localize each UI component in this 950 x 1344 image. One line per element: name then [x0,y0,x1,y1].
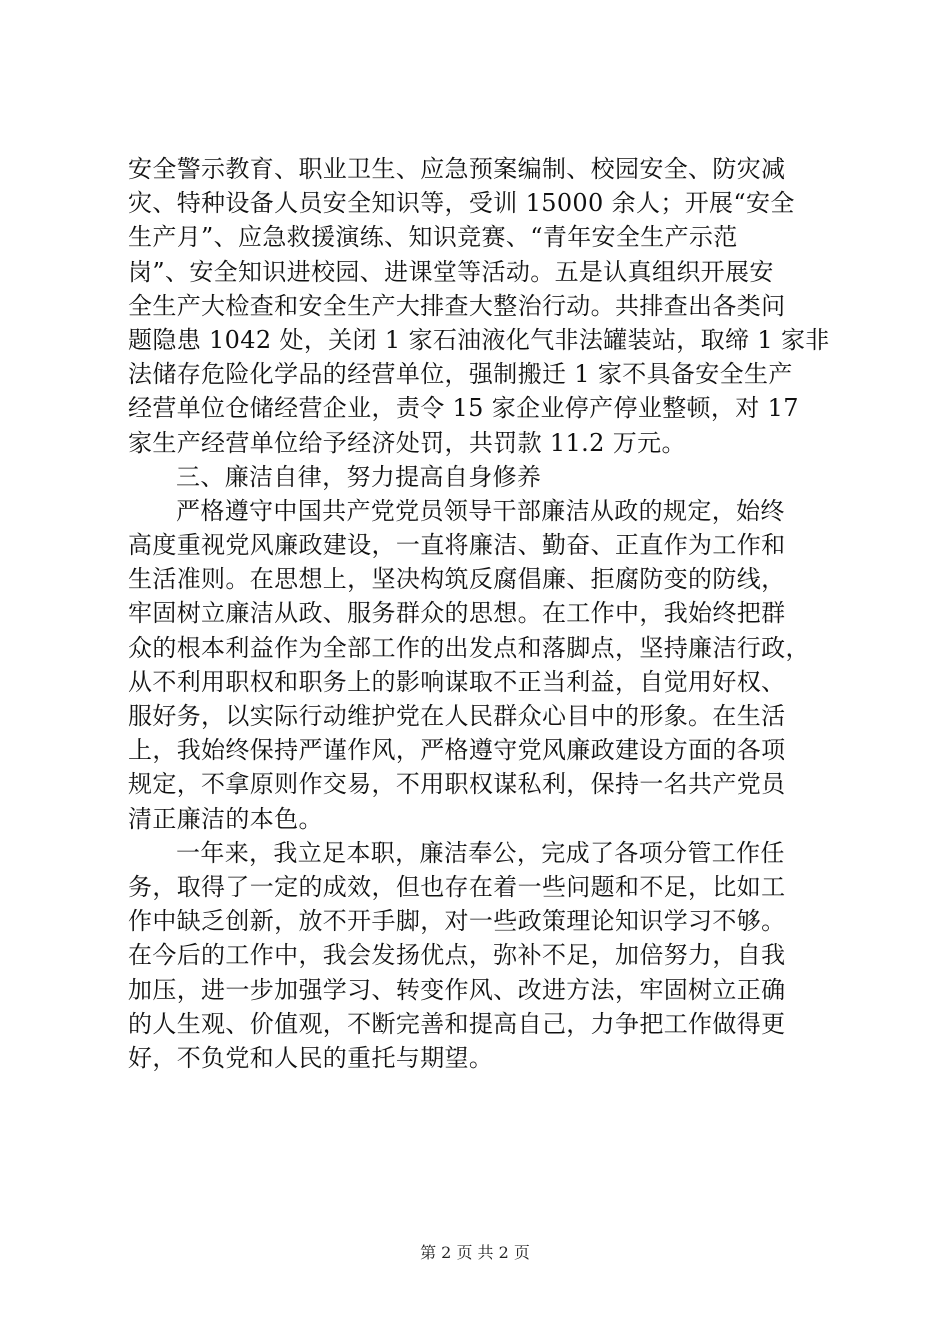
text-line: 高度重视党风廉政建设，一直将廉洁、勤奋、正直作为工作和 [128,531,786,560]
text-line: 服好务，以实际行动维护党在人民群众心目中的形象。在生活 [128,702,786,730]
text-line: 家生产经营单位给予经济处罚，共罚款 11.2 万元。 [128,428,686,457]
text-line: 加压，进一步加强学习、转变作风、改进方法，牢固树立正确 [128,975,786,1004]
text-line: 法储存危险化学品的经营单位，强制搬迁 1 家不具备安全生产 [128,360,793,389]
text-line: 务，取得了一定的成效，但也存在着一些问题和不足，比如工 [128,872,786,901]
text-line: 在今后的工作中，我会发扬优点，弥补不足，加倍努力，自我 [128,941,786,970]
text-line: 全生产大检查和安全生产大排查大整治行动。共排查出各类问 [128,291,786,320]
text-line: 岗”、安全知识进校园、进课堂等活动。五是认真组织开展安 [128,257,774,286]
document-body [128,152,834,1075]
text-line: 好，不负党和人民的重托与期望。 [128,1043,494,1072]
text-line: 生活准则。在思想上，坚决构筑反腐倡廉、拒腐防变的防线， [128,565,786,594]
text-line: 安全警示教育、职业卫生、应急预案编制、校园安全、防灾减 [128,155,786,183]
paragraph-safety-continued [128,152,834,460]
text-line: 生产月”、应急救援演练、知识竞赛、“青年安全生产示范 [128,223,738,252]
text-line: 从不利用职权和职务上的影响谋取不正当利益，自觉用好权、 [128,667,786,696]
paragraph-integrity [128,494,834,836]
text-line: 众的根本利益作为全部工作的出发点和落脚点，坚持廉洁行政， [128,633,810,662]
text-line: 题隐患 1042 处，关闭 1 家石油液化气非法罐装站，取缔 1 家非 [128,325,830,354]
paragraph-summary [128,836,834,1075]
text-line: 牢固树立廉洁从政、服务群众的思想。在工作中，我始终把群 [128,599,786,628]
section-heading-three [128,460,834,494]
text-line: 规定，不拿原则作交易，不用职权谋私利，保持一名共产党员 [128,770,786,799]
text-line: 作中缺乏创新，放不开手脚，对一些政策理论知识学习不够。 [128,907,786,936]
text-line: 灾、特种设备人员安全知识等，受训 15000 余人；开展“安全 [128,189,795,218]
text-line-first: 一年来，我立足本职，廉洁奉公，完成了各项分管工作任 [176,838,785,867]
text-line: 经营单位仓储经营企业，责令 15 家企业停产停业整顿，对 17 [128,394,799,423]
text-line: 清正廉洁的本色。 [128,804,323,833]
section-heading-text: 三、廉洁自律，努力提高自身修养 [176,462,542,491]
text-line: 上，我始终保持严谨作风，严格遵守党风廉政建设方面的各项 [128,736,786,765]
page-number-footer: 第 2 页 共 2 页 [420,1243,530,1262]
text-line: 的人生观、价值观，不断完善和提高自己，力争把工作做得更 [128,1009,786,1038]
text-line-first: 严格遵守中国共产党党员领导干部廉洁从政的规定，始终 [176,496,785,525]
